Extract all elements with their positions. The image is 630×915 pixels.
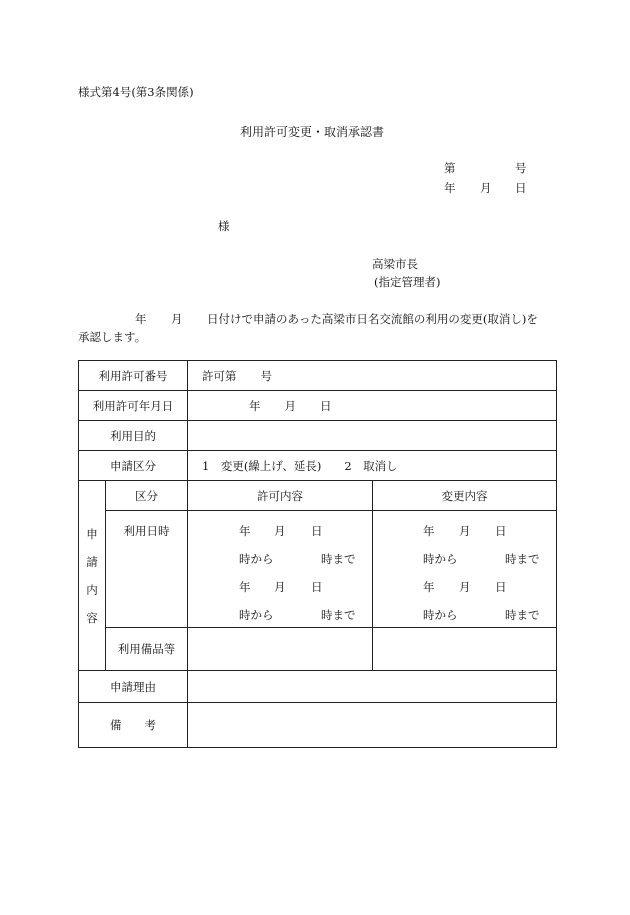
changed-end-until: 時まで [505, 608, 540, 622]
permitted-equipment-value [188, 628, 373, 671]
permitted-start-day: 日 [311, 524, 323, 538]
row-equipment [79, 628, 557, 671]
issue-date-month: 月 [480, 181, 492, 195]
permit-date-month: 月 [284, 398, 296, 413]
permit-number-value [188, 361, 557, 391]
request-content-label [79, 481, 106, 671]
permit-date-day: 日 [320, 398, 332, 413]
permitted-end-until: 時まで [321, 608, 356, 622]
changed-end-day: 日 [495, 580, 507, 594]
doc-no-prefix: 第 [444, 161, 456, 175]
category-header: 区分 [106, 481, 188, 511]
remarks-value [188, 703, 557, 748]
permit-date-label: 利用許可年月日 [79, 391, 188, 421]
row-permit-date [79, 391, 557, 421]
changed-equipment-value [373, 628, 557, 671]
permitted-start-month: 月 [274, 524, 286, 538]
issuer-subtitle: (指定管理者) [374, 275, 441, 289]
permit-date-year: 年 [249, 398, 261, 413]
permitted-end-from: 時から [239, 608, 274, 622]
permitted-end-year: 年 [239, 580, 251, 594]
permitted-start-from: 時から [239, 552, 274, 566]
permit-number-prefix: 許可第 [202, 368, 237, 383]
row-usage-datetime [79, 511, 557, 628]
approval-table [78, 360, 557, 748]
changed-start-until: 時まで [505, 552, 540, 566]
permitted-end-day: 日 [311, 580, 323, 594]
usage-datetime-label: 利用日時 [106, 511, 188, 628]
issuer-name: 高梁市長 [372, 257, 418, 271]
remarks-label: 備 考 [79, 703, 188, 748]
body-year: 年 [135, 312, 147, 326]
issue-date-year: 年 [444, 181, 456, 195]
row-reason [79, 671, 557, 703]
document-title: 利用許可変更・取消承認書 [240, 125, 385, 139]
body-text-line1: 日付けで申請のあった高梁市日名交流館の利用の変更(取消し)を [207, 312, 538, 326]
request-content-char-2: 請 [86, 554, 98, 569]
addressee-honorific: 様 [218, 219, 230, 233]
purpose-label: 利用目的 [79, 421, 188, 451]
changed-content-header: 変更内容 [373, 481, 557, 511]
doc-no-suffix: 号 [515, 161, 527, 175]
reason-value [188, 671, 557, 703]
changed-end-from: 時から [423, 608, 458, 622]
changed-start-day: 日 [495, 524, 507, 538]
changed-datetime-cell [373, 511, 557, 628]
body-month: 月 [171, 312, 183, 326]
equipment-label: 利用備品等 [106, 628, 188, 671]
permitted-content-header: 許可内容 [188, 481, 373, 511]
permitted-end-month: 月 [274, 580, 286, 594]
row-purpose [79, 421, 557, 451]
changed-end-month: 月 [459, 580, 471, 594]
row-permit-number [79, 361, 557, 391]
changed-start-month: 月 [459, 524, 471, 538]
purpose-value [188, 421, 557, 451]
permit-date-value [188, 391, 557, 421]
permit-number-suffix: 号 [260, 368, 272, 383]
row-request-type [79, 451, 557, 481]
changed-start-year: 年 [423, 524, 435, 538]
reason-label: 申請理由 [79, 671, 188, 703]
permit-number-label: 利用許可番号 [79, 361, 188, 391]
permitted-start-year: 年 [239, 524, 251, 538]
changed-end-year: 年 [423, 580, 435, 594]
issue-date-day: 日 [515, 181, 527, 195]
request-content-char-3: 内 [86, 582, 98, 597]
form-number: 様式第4号(第3条関係) [78, 85, 194, 99]
request-type-value: 1 変更(繰上げ、延長) 2 取消し [188, 451, 557, 481]
permitted-start-until: 時まで [321, 552, 356, 566]
changed-start-from: 時から [423, 552, 458, 566]
request-content-char-1: 申 [86, 526, 98, 541]
request-content-char-4: 容 [86, 610, 98, 625]
row-remarks [79, 703, 557, 748]
body-text-line2: 承認します。 [78, 330, 147, 344]
row-content-header [79, 481, 557, 511]
request-type-label: 申請区分 [79, 451, 188, 481]
permitted-datetime-cell [188, 511, 373, 628]
